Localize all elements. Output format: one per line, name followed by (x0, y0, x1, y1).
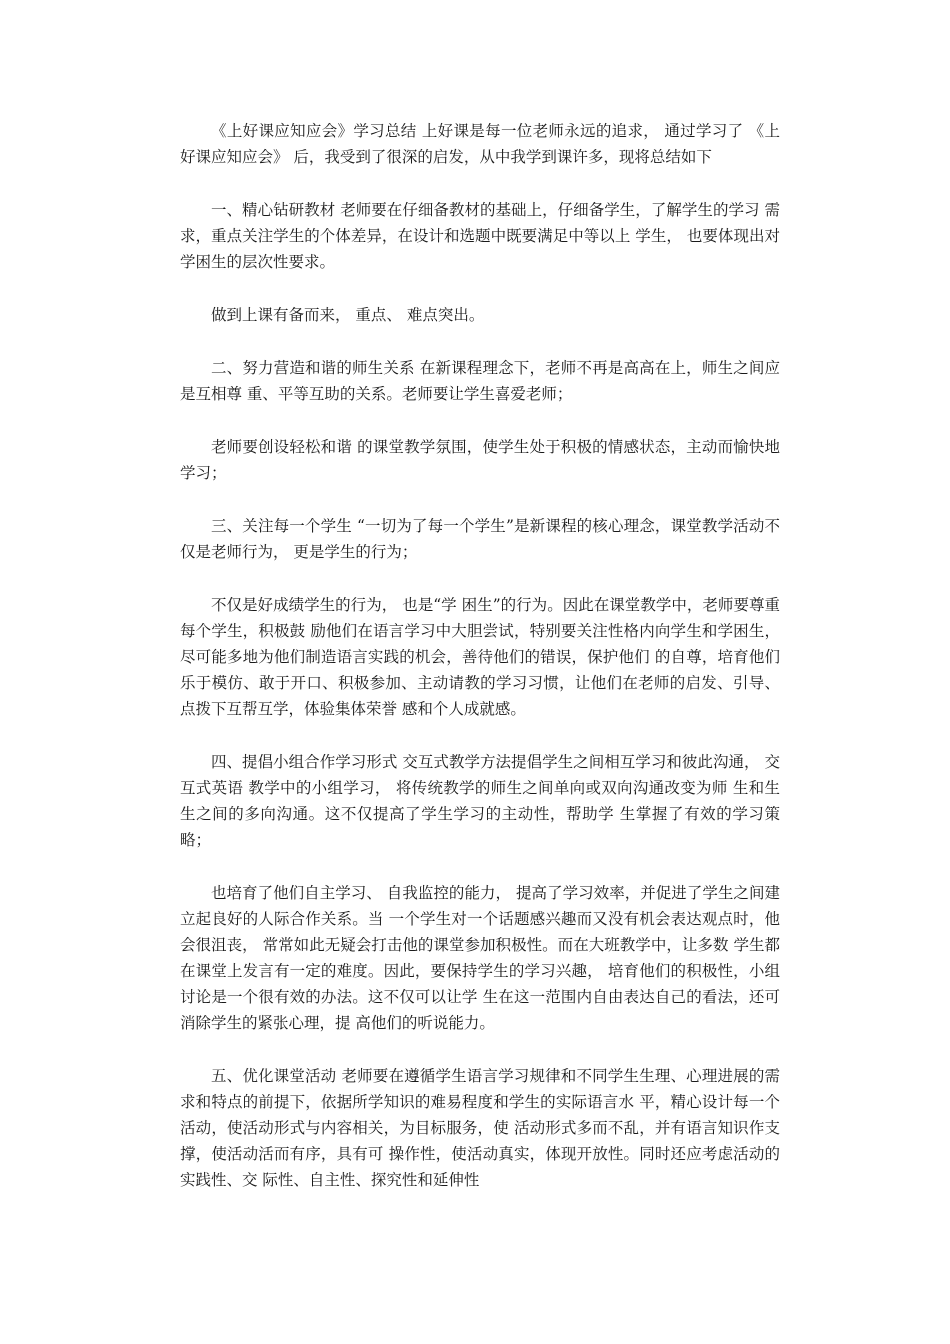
paragraph-section-3: 三、关注每一个学生 “一切为了每一个学生”是新课程的核心理念，课堂教学活动不 仅是老师行为， 更是学生的行为； (180, 517, 780, 561)
paragraph-section-1: 一、精心钻研教材 老师要在仔细备教材的基础上，仔细备学生，了解学生的学习 需求，重点关注学生的个体差异，在设计和选题中既要满足中等以上 学生， 也要体现出对学困生的层次性要求。 (180, 201, 780, 271)
paragraph-section-4: 四、提倡小组合作学习形式 交互式教学方法提倡学生之间相互学习和彼此沟通， 交互式英语 教学中的小组学习， 将传统教学的师生之间单向或双向沟通改变为师 生和生生之间的多向沟通。这不仅提高了学生学习的主动性，帮助学 生掌握了有效的学习策略； (180, 753, 780, 849)
paragraph-section-5: 五、优化课堂活动 老师要在遵循学生语言学习规律和不同学生生理、心理进展的需 求和特点的前提下，依据所学知识的难易程度和学生的实际语言水 平，精心设计每一个活动，使活动形式与内容相关，为目标服务，使 活动形式多而不乱，并有语言知识作支撑，使活动活而有序，具有可 操作性，使活动真实，体现开放性。同时还应考虑活动的实践性、交 际性、自主性、探究性和延伸性 (180, 1067, 780, 1189)
document-body (180, 118, 780, 1220)
paragraph-section-2-cont: 老师要创设轻松和谐 的课堂教学氛围，使学生处于积极的情感状态，主动而愉快地学习； (180, 438, 780, 482)
paragraph-section-4-cont: 也培育了他们自主学习、 自我监控的能力， 提高了学习效率，并促进了学生之间建立起良好的人际合作关系。当 一个学生对一个话题感兴趣而又没有机会表达观点时，他会很沮丧， 常常如此无疑会打击他的课堂参加积极性。而在大班教学中，让多数 学生都在课堂上发言有一定的难度。因此，要保持学生的学习兴趣， 培育他们的积极性，小组讨论是一个很有效的办法。这不仅可以让学 生在这一范围内自由表达自己的看法，还可消除学生的紧张心理，提 高他们的听说能力。 (180, 884, 780, 1032)
paragraph-section-3-cont: 不仅是好成绩学生的行为， 也是“学 困生”的行为。因此在课堂教学中，老师要尊重每个学生，积极鼓 励他们在语言学习中大胆尝试，特别要关注性格内向学生和学困生， 尽可能多地为他们制造语言实践的机会，善待他们的错误，保护他们 的自尊，培育他们乐于模仿、敢于开口、积极参加、主动请教的学习习惯，让他们在老师的启发、引导、点拨下互帮互学，体验集体荣誉 感和个人成就感。 (180, 596, 780, 718)
paragraph-section-2: 二、努力营造和谐的师生关系 在新课程理念下，老师不再是高高在上，师生之间应是互相尊 重、平等互助的关系。老师要让学生喜爱老师； (180, 359, 780, 403)
paragraph-section-1-cont: 做到上课有备而来， 重点、 难点突出。 (211, 306, 485, 324)
paragraph-intro: 《上好课应知应会》学习总结 上好课是每一位老师永远的追求， 通过学习了 《上好课应知应会》 后，我受到了很深的启发，从中我学到课许多，现将总结如下 (180, 122, 780, 166)
